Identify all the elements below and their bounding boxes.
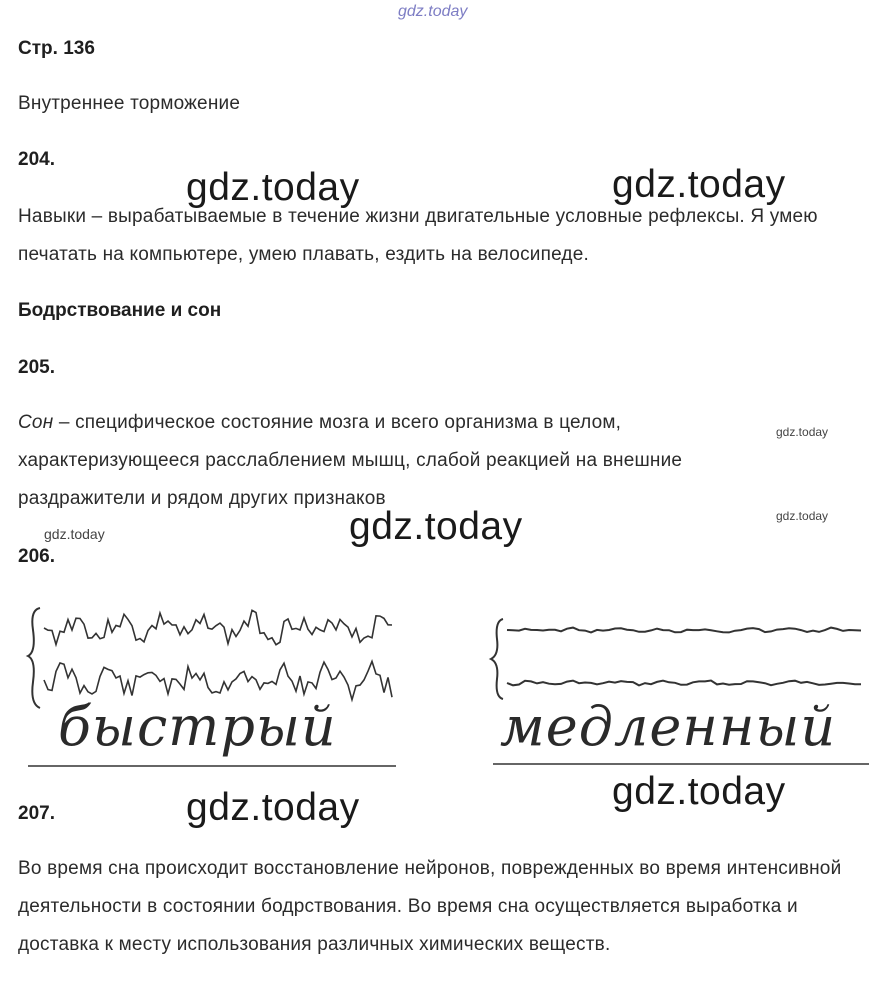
label-fast-sleep: быстрый [58,695,337,758]
eeg-slow-line-2 [507,681,861,686]
brace-left [28,608,40,708]
watermark-205: gdz.today [349,505,523,548]
question-205-definition: – специфическое состояние мозга и всего организма в целом, характеризующееся расслаблением мышц, слабой реакцией на внешние раздражители и рядом других признаков [18,412,683,509]
question-204-answer: Навыки – вырабатываемые в течение жизни двигательные условные рефлексы. Я умею печатать на компьютере, умею плавать, ездить на велосипеде. [18,206,818,265]
watermark-small-2: gdz.today [776,509,829,523]
question-206-number: 206. [18,546,55,567]
question-205-number: 205. [18,357,55,378]
topic-wake-sleep: Бодрствование и сон [18,300,222,321]
watermark-207-right: gdz.today [612,770,786,813]
brace-right [491,619,503,699]
watermark-small-1: gdz.today [776,425,829,439]
question-204-number: 204. [18,149,55,170]
watermark-small-3: gdz.today [44,526,105,542]
label-slow-sleep: медленный [500,695,837,758]
question-205-term: Сон [18,412,54,433]
question-207-number: 207. [18,803,55,824]
eeg-fast-line-1 [44,610,392,644]
question-205-answer [18,404,778,518]
watermark-top: gdz.today [398,3,468,20]
page-number: Стр. 136 [18,38,95,59]
watermark-207-left: gdz.today [186,786,360,829]
question-207-answer: Во время сна происходит восстановление нейронов, поврежденных во время интенсивной деятельности в состоянии бодрствования. Во время сна осуществляется выработка и доставка к месту использования различных химических веществ. [18,858,842,955]
eeg-fast-waves [20,590,420,790]
watermark-204-left: gdz.today [186,166,360,209]
eeg-fast-line-2 [44,661,392,699]
watermark-204-right: gdz.today [612,163,786,206]
topic-internal-inhibition: Внутреннее торможение [18,93,241,114]
eeg-slow-line-1 [507,628,861,633]
